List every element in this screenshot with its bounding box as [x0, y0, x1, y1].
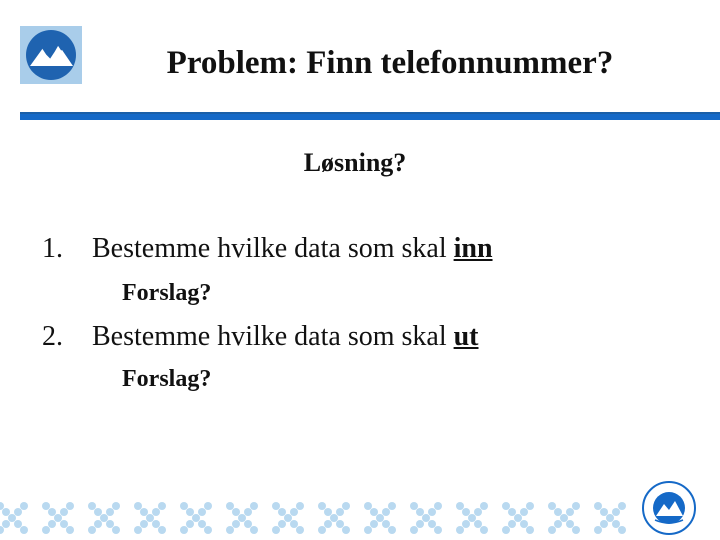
list-subitem-2: Forslag?	[122, 366, 212, 392]
college-seal-icon	[640, 480, 698, 536]
list-item-2	[42, 320, 479, 354]
list-subitem-1: Forslag?	[122, 280, 212, 306]
list-text: Bestemme hvilke data som skal	[92, 233, 454, 264]
subtitle: Løsning?	[303, 148, 407, 177]
list-number: 1.	[42, 233, 63, 264]
list-keyword: ut	[453, 321, 479, 352]
list-number: 2.	[42, 321, 63, 352]
list-item-1	[42, 232, 493, 266]
decorative-pattern	[0, 470, 630, 540]
page-title: Problem: Finn telefonnummer?	[166, 45, 614, 81]
list-keyword: inn	[453, 233, 493, 264]
mountain-logo-icon	[20, 26, 82, 84]
title-divider	[20, 114, 720, 120]
list-text: Bestemme hvilke data som skal	[92, 321, 454, 352]
logo	[20, 26, 82, 84]
